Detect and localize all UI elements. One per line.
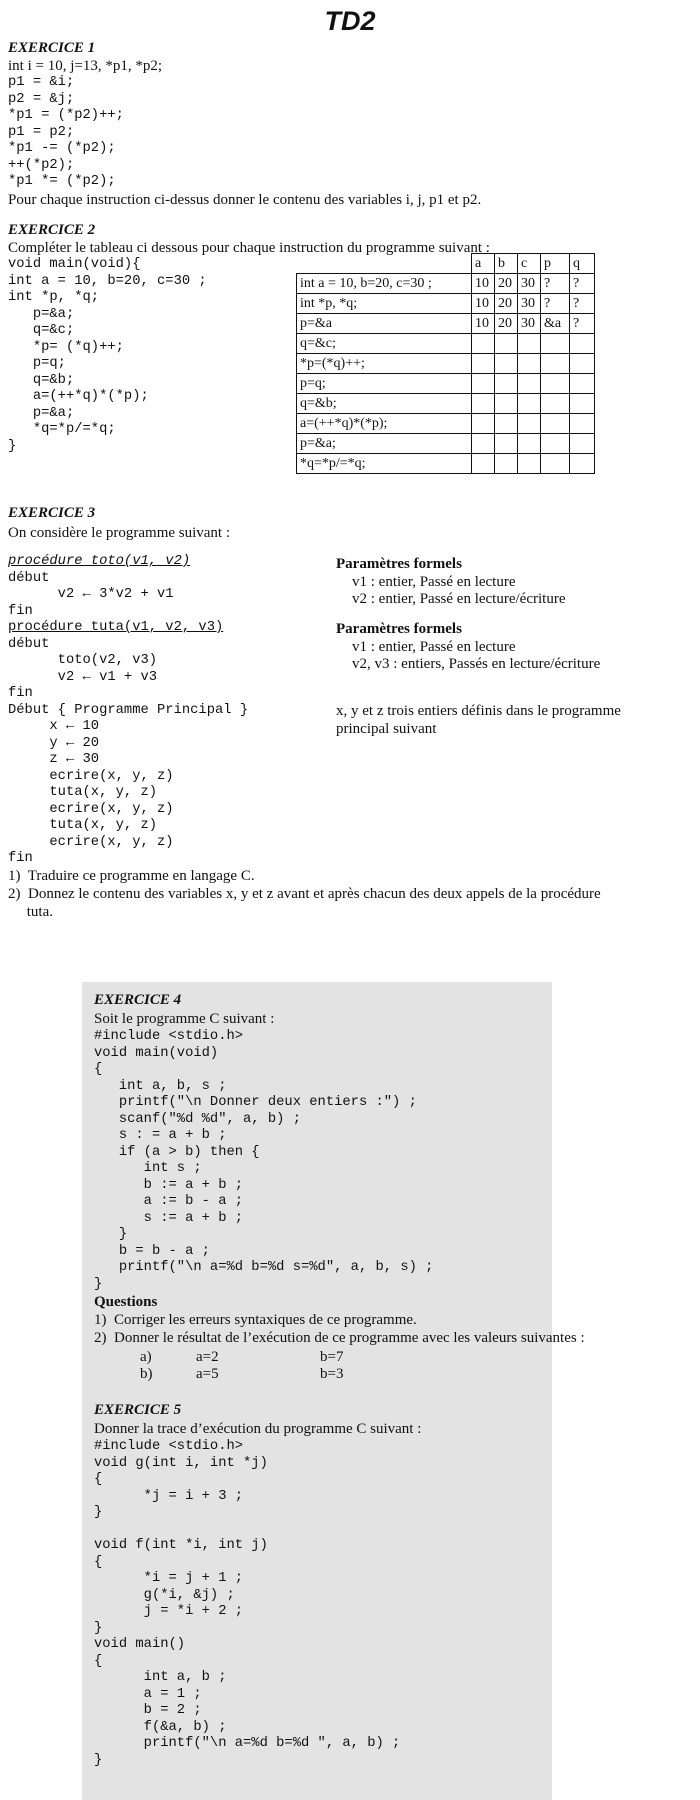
code-line: f(&a, b) ; [94, 1719, 227, 1735]
table-header: p [541, 254, 570, 274]
table-cell: 10 [472, 314, 495, 334]
code-line: { [94, 1062, 103, 1077]
code-line: scanf("%d %d", a, b) ; [94, 1111, 301, 1127]
code-line: fin [8, 851, 33, 866]
code-line: #include <stdio.h> [94, 1029, 244, 1044]
code-line: *p= (*q)++; [8, 339, 124, 355]
table-header: q [570, 254, 595, 274]
code-line: *q=*p/=*q; [8, 422, 116, 437]
code-line: toto(v2, v3) [8, 653, 158, 668]
code-line: ecrire(x, y, z) [8, 801, 174, 817]
table-cell [495, 414, 518, 434]
code-line: { [94, 1653, 103, 1669]
table-cell [518, 394, 541, 414]
code-line: v2 ← v1 + v3 [8, 669, 158, 685]
table-cell [541, 394, 570, 414]
questions-heading: Questions [94, 1294, 158, 1310]
code-line: } [94, 1276, 103, 1292]
test-cases [140, 1349, 343, 1383]
code-line: début [8, 570, 50, 586]
code-line: p=&a; [8, 405, 75, 421]
code-line: void main(void){ [8, 257, 141, 272]
parameter-line: v2 : entier, Passé en lecture/écriture [352, 591, 566, 607]
exercise-4-questions [94, 1311, 585, 1347]
table-cell: *q=*p/=*q; [297, 454, 472, 474]
table-cell [570, 394, 595, 414]
table-cell: ? [541, 274, 570, 294]
code-line: *i = j + 1 ; [94, 1571, 244, 1586]
exercise-3-pseudocode [8, 554, 248, 868]
parameters-heading: Paramètres formels [336, 556, 462, 572]
table-header: a [472, 254, 495, 274]
code-line: int s ; [94, 1161, 202, 1176]
code-line: a := b - a ; [94, 1194, 244, 1209]
code-line: ecrire(x, y, z) [8, 768, 174, 784]
exercise-5-code [94, 1439, 400, 1769]
table-cell: ? [570, 314, 595, 334]
code-line: z ← 30 [8, 752, 100, 767]
code-line: *j = i + 3 ; [94, 1488, 244, 1504]
table-cell: p=&a; [297, 434, 472, 454]
table-cell: p=&a [297, 314, 472, 334]
code-line: b := a + b ; [94, 1177, 244, 1193]
code-line: procédure tuta(v1, v2, v3) [8, 620, 224, 635]
table-cell [518, 354, 541, 374]
parameters-heading: Paramètres formels [336, 621, 462, 637]
table-cell [518, 374, 541, 394]
code-line: x ← 10 [8, 719, 100, 734]
table-cell: &a [541, 314, 570, 334]
table-cell [570, 334, 595, 354]
table-cell [297, 254, 472, 274]
code-line: int a, b, s ; [94, 1078, 227, 1094]
table-cell [541, 454, 570, 474]
code-line: ecrire(x, y, z) [8, 834, 174, 850]
code-line [94, 1522, 400, 1539]
code-line: procédure toto(v1, v2) [8, 554, 191, 569]
code-line: g(*i, &j) ; [94, 1587, 235, 1603]
table-cell: 30 [518, 274, 541, 294]
table-cell: 20 [495, 274, 518, 294]
table-row [297, 434, 595, 454]
table-cell [541, 434, 570, 454]
table-cell: p=q; [297, 374, 472, 394]
table-row [297, 274, 595, 294]
table-row [297, 394, 595, 414]
table-cell [518, 434, 541, 454]
exercise-3-intro: On considère le programme suivant : [8, 525, 231, 541]
toto-formal-parameters [336, 556, 565, 609]
table-cell [472, 374, 495, 394]
table-cell [495, 354, 518, 374]
question-item: tuta. [8, 904, 53, 920]
test-case-a [140, 1349, 343, 1366]
case-value-b: b=7 [320, 1349, 344, 1365]
code-line: q=&c; [8, 323, 75, 338]
table-cell [518, 414, 541, 434]
table-cell [495, 334, 518, 354]
table-cell [518, 334, 541, 354]
page-title: TD2 [324, 6, 376, 36]
code-line: s : = a + b ; [94, 1128, 227, 1143]
table-cell: int a = 10, b=20, c=30 ; [297, 274, 472, 294]
code-line: void main() [94, 1637, 186, 1652]
table-cell [518, 454, 541, 474]
code-line: void g(int i, int *j) [94, 1455, 268, 1471]
question-item: 1) Traduire ce programme en langage C. [8, 868, 255, 884]
table-cell: 20 [495, 314, 518, 334]
code-line: printf("\n a=%d b=%d s=%d", a, b, s) ; [94, 1260, 434, 1275]
table-cell: q=&b; [297, 394, 472, 414]
case-value-b: b=3 [320, 1366, 344, 1382]
table-cell [472, 434, 495, 454]
code-line: void main(void) [94, 1045, 219, 1061]
code-line: s := a + b ; [94, 1210, 244, 1226]
code-line: printf("\n a=%d b=%d ", a, b) ; [94, 1736, 401, 1751]
code-line: p=q; [8, 356, 66, 371]
table-row [297, 354, 595, 374]
table-cell: ? [570, 294, 595, 314]
code-line: Début { Programme Principal } [8, 702, 249, 718]
code-line: fin [8, 603, 33, 619]
table-cell [472, 354, 495, 374]
parameter-line: v1 : entier, Passé en lecture [352, 638, 516, 655]
code-line: a = 1 ; [94, 1686, 202, 1702]
table-cell [541, 414, 570, 434]
code-line: p2 = &j; [8, 91, 75, 107]
code-line: p1 = p2; [8, 124, 75, 140]
exercise-4-heading: EXERCICE 4 [94, 992, 182, 1008]
case-label: b) [140, 1366, 153, 1382]
code-line: printf("\n Donner deux entiers :") ; [94, 1095, 417, 1110]
table-row [297, 314, 595, 334]
code-line: b = 2 ; [94, 1703, 202, 1718]
table-cell [570, 414, 595, 434]
table-cell [495, 454, 518, 474]
table-cell [495, 374, 518, 394]
exercise-1-question: Pour chaque instruction ci-dessus donner le contenu des variables i, j, p1 et p2. [8, 192, 482, 208]
table-cell [472, 454, 495, 474]
table-cell: 10 [472, 274, 495, 294]
table-cell [570, 434, 595, 454]
table-header: c [518, 254, 541, 274]
table-row [297, 334, 595, 354]
exercise-2-heading: EXERCICE 2 [8, 222, 96, 238]
parameter-line: v1 : entier, Passé en lecture [352, 573, 516, 590]
table-header-row [297, 254, 595, 274]
table-cell: q=&c; [297, 334, 472, 354]
table-cell [472, 334, 495, 354]
code-line: } [94, 1227, 128, 1242]
code-line: *p1 = (*p2)++; [8, 108, 124, 123]
exercise-2-code [8, 257, 207, 455]
exercise-3-questions [8, 867, 601, 921]
note-line: x, y et z trois entiers définis dans le programme [336, 703, 621, 719]
code-line: int a, b ; [94, 1670, 227, 1685]
table-header: b [495, 254, 518, 274]
parameter-line: v2, v3 : entiers, Passés en lecture/écriture [352, 656, 601, 672]
table-cell: int *p, *q; [297, 294, 472, 314]
code-line: j = *i + 2 ; [94, 1604, 244, 1619]
exercise-4-intro: Soit le programme C suivant : [94, 1011, 275, 1027]
table-cell [495, 434, 518, 454]
exercise-2-intro: Compléter le tableau ci dessous pour chaque instruction du programme suivant : [8, 240, 490, 256]
main-program-note [336, 703, 621, 738]
code-line: *p1 -= (*p2); [8, 141, 116, 156]
tuta-formal-parameters [336, 621, 600, 674]
table-cell [541, 374, 570, 394]
code-line: int *p, *q; [8, 290, 100, 305]
code-line: b = b - a ; [94, 1243, 210, 1259]
test-case-b [140, 1366, 343, 1383]
table-cell: 20 [495, 294, 518, 314]
code-line: if (a > b) then { [94, 1144, 260, 1160]
table-row [297, 294, 595, 314]
exercise-1-code [8, 75, 124, 191]
exercise-1-declaration: int i = 10, j=13, *p1, *p2; [8, 58, 163, 74]
exercise-3-heading: EXERCICE 3 [8, 505, 96, 521]
code-line: { [94, 1472, 103, 1487]
question-item: 2) Donner le résultat de l’exécution de ce programme avec les valeurs suivantes : [94, 1330, 585, 1346]
table-cell [570, 374, 595, 394]
note-line: principal suivant [336, 720, 437, 737]
code-line: *p1 *= (*p2); [8, 174, 116, 189]
code-line: q=&b; [8, 372, 75, 388]
exercise-1-heading: EXERCICE 1 [8, 40, 96, 56]
table-cell [472, 414, 495, 434]
exercise-5-heading: EXERCICE 5 [94, 1402, 182, 1418]
exercise-5-intro: Donner la trace d’exécution du programme C suivant : [94, 1421, 422, 1437]
code-line: } [94, 1620, 103, 1636]
table-cell: 10 [472, 294, 495, 314]
code-line: fin [8, 686, 33, 701]
table-row [297, 374, 595, 394]
code-line: void f(int *i, int j) [94, 1538, 268, 1553]
code-line: { [94, 1554, 103, 1570]
code-line: } [94, 1505, 103, 1520]
table-cell [472, 394, 495, 414]
case-value-a: a=5 [196, 1366, 219, 1382]
code-line: } [8, 438, 17, 454]
question-item: 2) Donnez le contenu des variables x, y et z avant et après chacun des deux appels de la procédure [8, 886, 601, 902]
table-cell: 30 [518, 314, 541, 334]
exercise-4-code [94, 1029, 433, 1293]
code-line: v2 ← 3*v2 + v1 [8, 587, 174, 602]
table-cell [541, 334, 570, 354]
code-line: p=&a; [8, 306, 75, 322]
code-line: #include <stdio.h> [94, 1439, 244, 1454]
table-row [297, 454, 595, 474]
case-label: a) [140, 1349, 152, 1365]
table-cell: a=(++*q)*(*p); [297, 414, 472, 434]
case-value-a: a=2 [196, 1349, 219, 1365]
table-cell [570, 354, 595, 374]
code-line: tuta(x, y, z) [8, 818, 158, 833]
code-line: p1 = &i; [8, 75, 75, 90]
table-cell: ? [541, 294, 570, 314]
table-cell [495, 394, 518, 414]
code-line: y ← 20 [8, 735, 100, 751]
table-cell [570, 454, 595, 474]
code-line: tuta(x, y, z) [8, 785, 158, 800]
code-line: début [8, 636, 50, 652]
code-line: int a = 10, b=20, c=30 ; [8, 273, 207, 289]
exercise-2-table [296, 253, 595, 474]
question-item: 1) Corriger les erreurs syntaxiques de ce programme. [94, 1312, 417, 1328]
table-row [297, 414, 595, 434]
code-line: a=(++*q)*(*p); [8, 389, 149, 404]
table-cell [541, 354, 570, 374]
code-line: } [94, 1752, 103, 1768]
table-cell: 30 [518, 294, 541, 314]
table-cell: ? [570, 274, 595, 294]
table-cell: *p=(*q)++; [297, 354, 472, 374]
code-line: ++(*p2); [8, 157, 75, 173]
